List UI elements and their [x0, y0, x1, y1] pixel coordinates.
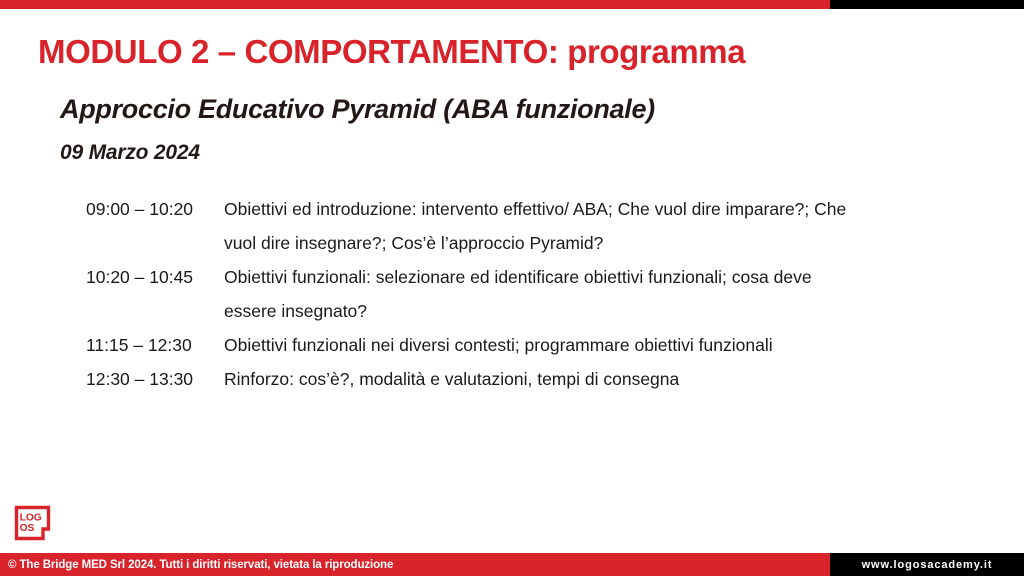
footer-bar — [0, 553, 1024, 576]
schedule-row — [86, 328, 996, 362]
schedule-time: 10:20 – 10:45 — [86, 267, 194, 287]
schedule-description-line1: Obiettivi ed introduzione: intervento effettivo/ ABA; Che vuol dire imparare?; Che — [224, 199, 847, 219]
footer-website: www.logosacademy.it — [830, 553, 1024, 576]
page-title: MODULO 2 – COMPORTAMENTO: programma — [38, 33, 746, 70]
page-date: 09 Marzo 2024 — [60, 141, 200, 164]
top-accent-bar-red — [0, 0, 830, 9]
schedule-time: 12:30 – 13:30 — [86, 369, 194, 389]
schedule-row — [86, 260, 996, 328]
logos-logo-icon — [14, 505, 51, 541]
schedule-description-line2: essere insegnato? — [224, 301, 368, 321]
schedule-description-line1: Rinforzo: cos’è?, modalità e valutazioni, tempi di consegna — [224, 369, 680, 389]
footer-copyright: © The Bridge MED Srl 2024. Tutti i diritti riservati, vietata la riproduzione — [0, 553, 830, 576]
top-accent-bar-black — [830, 0, 1024, 9]
schedule-description — [224, 260, 996, 328]
schedule-row — [86, 192, 996, 260]
page-subtitle: Approccio Educativo Pyramid (ABA funzionale) — [60, 94, 655, 124]
schedule-description — [224, 362, 996, 396]
schedule-row — [86, 362, 996, 396]
schedule-description-line1: Obiettivi funzionali nei diversi contesti; programmare obiettivi funzionali — [224, 335, 773, 355]
schedule-description — [224, 328, 996, 362]
schedule-description-line1: Obiettivi funzionali: selezionare ed identificare obiettivi funzionali; cosa deve — [224, 267, 812, 287]
schedule-list — [86, 192, 996, 396]
logos-logo-text-line2: OS — [19, 523, 35, 535]
logos-logo-text-line1: LOG — [19, 512, 42, 524]
top-accent-bar — [0, 0, 1024, 9]
schedule-time: 11:15 – 12:30 — [86, 335, 192, 355]
schedule-time: 09:00 – 10:20 — [86, 199, 194, 219]
schedule-description-line2: vuol dire insegnare?; Cos’è l’approccio Pyramid? — [224, 233, 604, 253]
schedule-description — [224, 192, 996, 260]
